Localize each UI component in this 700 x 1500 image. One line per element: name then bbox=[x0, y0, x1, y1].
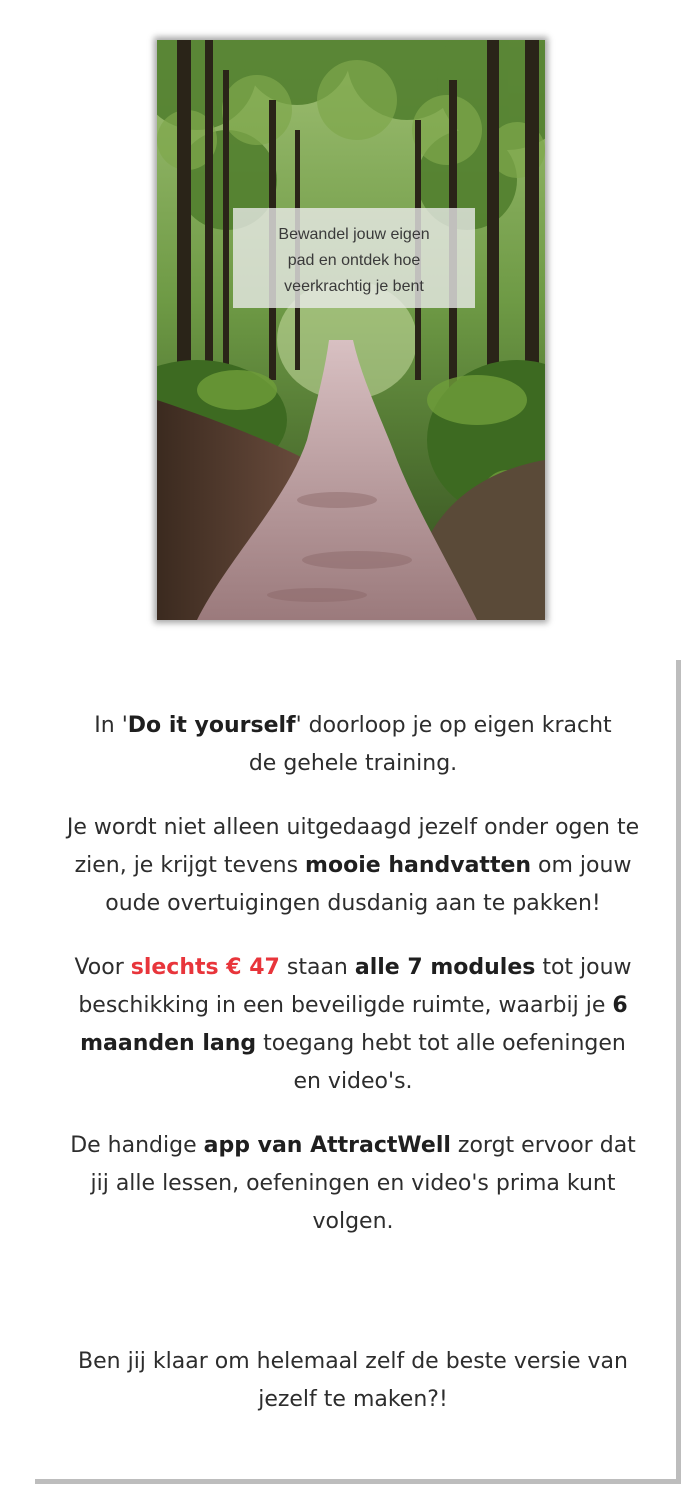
highlight-access-duration: 6 maanden lang bbox=[80, 993, 628, 1056]
description-text bbox=[30, 707, 676, 1419]
forest-path-illustration bbox=[157, 40, 545, 620]
price-text: slechts € 47 bbox=[130, 955, 280, 980]
highlight-modules: alle 7 modules bbox=[354, 955, 536, 980]
book-cover-image bbox=[157, 40, 545, 620]
paragraph-challenge: Je wordt niet alleen uitgedaagd jezelf onder ogen te zien, je krijgt tevens mooie handvatten om jouw oude overtuigingen dusdanig aan te pakken! bbox=[66, 815, 640, 916]
paragraph-app: De handige app van AttractWell zorgt ervoor dat jij alle lessen, oefeningen en video's prima kunt volgen. bbox=[70, 1133, 636, 1234]
paragraph-pricing: Voor slechts € 47 staan alle 7 modules tot jouw beschikking in een beveiligde ruimte, waarbij je 6 maanden lang toegang hebt tot alle oefeningen en video's. bbox=[74, 955, 632, 1094]
closing-question: Ben jij klaar om helemaal zelf de beste versie van jezelf te maken?! bbox=[78, 1349, 628, 1412]
product-name: Do it yourself bbox=[127, 713, 296, 738]
description-card bbox=[30, 655, 676, 1479]
paragraph-intro: In 'Do it yourself' doorloop je op eigen kracht de gehele training. bbox=[94, 713, 612, 776]
cover-tagline: Bewandel jouw eigen pad en ontdek hoe veerkrachtig je bent bbox=[233, 208, 475, 308]
highlight-app: app van AttractWell bbox=[203, 1133, 451, 1158]
highlight-handvatten: mooie handvatten bbox=[305, 853, 532, 878]
